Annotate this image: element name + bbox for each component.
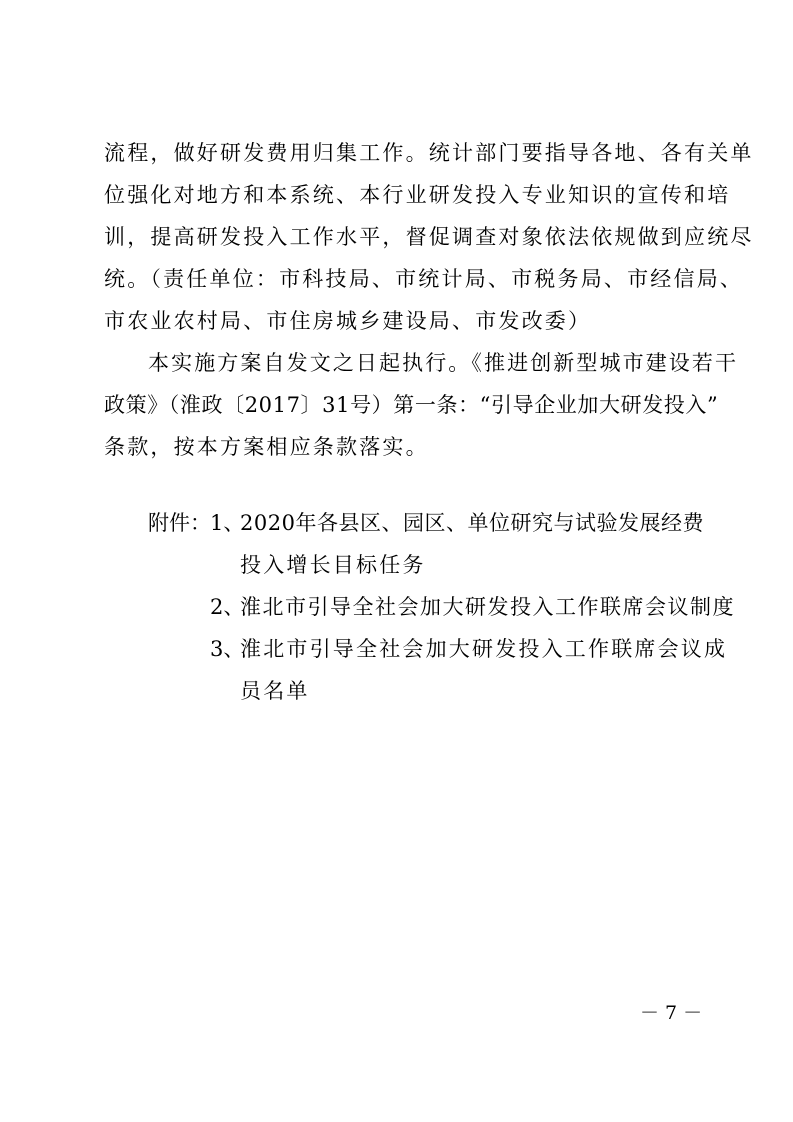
attachment-number: 1、 — [210, 511, 245, 535]
text-line: 流程，做好研发费用归集工作。统计部门要指导各地、各有关单 — [104, 141, 754, 165]
attachment-title: 淮北市引导全社会加大研发投入工作联席会议成 — [240, 637, 728, 661]
text-line: 条款，按本方案相应条款落实。 — [104, 435, 429, 459]
attachment-number: 2、 — [210, 595, 245, 619]
text-line: 训，提高研发投入工作水平，督促调查对象依法依规做到应统尽 — [104, 225, 754, 249]
attachments-label: 附件： — [148, 511, 211, 535]
attachment-title: 员名单 — [240, 679, 310, 703]
text-line: 市农业农村局、市住房城乡建设局、市发改委） — [104, 309, 592, 333]
attachment-title: 淮北市引导全社会加大研发投入工作联席会议制度 — [240, 595, 735, 619]
attachment-title: 投入增长目标任务 — [240, 553, 426, 577]
text-line: 统。（责任单位：市科技局、市统计局、市税务局、市经信局、 — [104, 267, 744, 291]
text-line: 本实施方案自发文之日起执行。《推进创新型城市建设若干 — [148, 351, 739, 375]
page-number: － 7 － — [640, 1002, 703, 1024]
attachment-number: 3、 — [210, 637, 245, 661]
attachment-title: 2020年各县区、园区、单位研究与试验发展经费 — [240, 511, 704, 535]
text-line: 位强化对地方和本系统、本行业研发投入专业知识的宣传和培 — [104, 183, 731, 207]
text-line: 政策》（淮政〔2017〕31号）第一条：“引导企业加大研发投入” — [104, 393, 719, 417]
